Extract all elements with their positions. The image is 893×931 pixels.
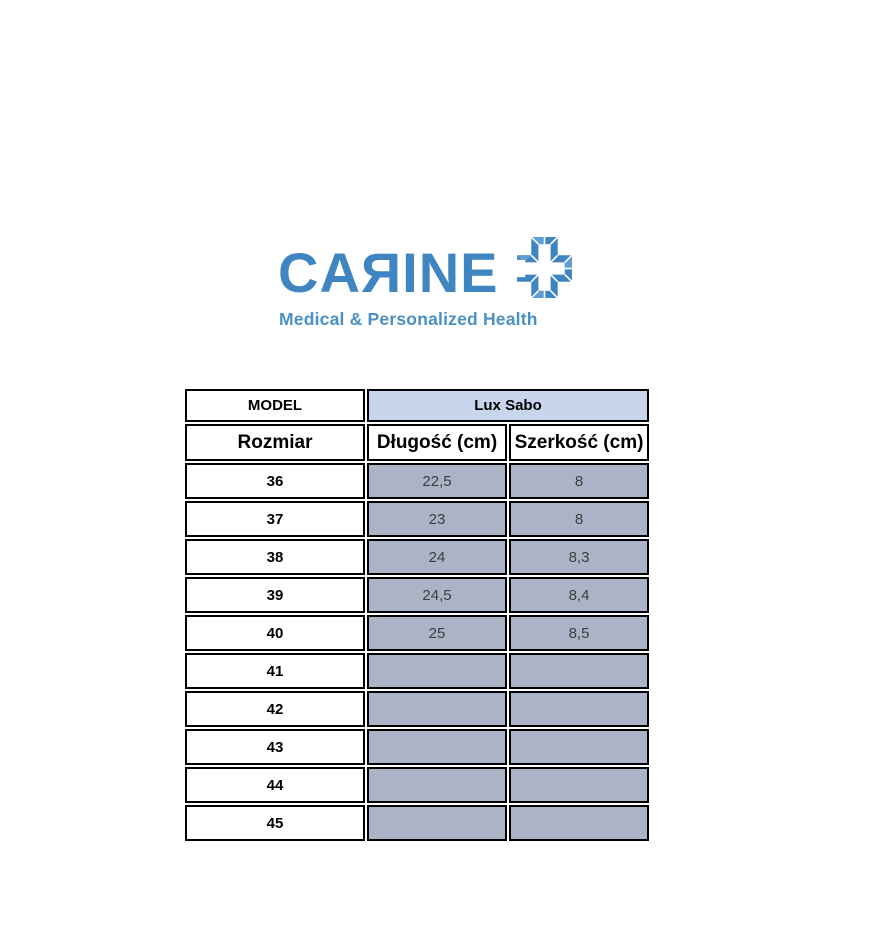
width-cell — [509, 767, 649, 803]
width-cell — [509, 691, 649, 727]
size-cell: 44 — [185, 767, 365, 803]
logo-tagline: Medical & Personalized Health — [279, 309, 538, 329]
table-row — [185, 539, 649, 575]
length-column-header: Długość (cm) — [367, 424, 507, 461]
width-cell: 8,3 — [509, 539, 649, 575]
size-cell: 45 — [185, 805, 365, 841]
table-row — [185, 729, 649, 765]
size-cell: 42 — [185, 691, 365, 727]
width-cell: 8,4 — [509, 577, 649, 613]
table-row — [185, 501, 649, 537]
length-cell — [367, 767, 507, 803]
length-cell: 22,5 — [367, 463, 507, 499]
size-cell: 41 — [185, 653, 365, 689]
table-row — [185, 767, 649, 803]
logo — [278, 236, 578, 336]
length-cell: 24 — [367, 539, 507, 575]
size-cell: 43 — [185, 729, 365, 765]
width-cell: 8 — [509, 501, 649, 537]
model-header-row — [185, 389, 649, 422]
size-table-body — [185, 463, 649, 841]
width-cell — [509, 729, 649, 765]
length-cell — [367, 691, 507, 727]
table-row — [185, 615, 649, 651]
table-row — [185, 805, 649, 841]
size-cell: 40 — [185, 615, 365, 651]
size-cell: 36 — [185, 463, 365, 499]
column-header-row — [185, 424, 649, 461]
size-table — [183, 387, 651, 843]
length-cell: 25 — [367, 615, 507, 651]
length-cell — [367, 805, 507, 841]
table-row — [185, 577, 649, 613]
model-header-cell: MODEL — [185, 389, 365, 422]
width-cell — [509, 805, 649, 841]
width-column-header: Szerkość (cm) — [509, 424, 649, 461]
width-cell — [509, 653, 649, 689]
width-cell: 8 — [509, 463, 649, 499]
table-row — [185, 463, 649, 499]
brand-wordmark: CAЯINE — [278, 241, 499, 304]
size-table-head — [185, 389, 649, 461]
width-cell: 8,5 — [509, 615, 649, 651]
size-cell: 39 — [185, 577, 365, 613]
length-cell: 23 — [367, 501, 507, 537]
faceted-cross-icon — [516, 236, 573, 300]
size-column-header: Rozmiar — [185, 424, 365, 461]
length-cell — [367, 729, 507, 765]
product-header-cell: Lux Sabo — [367, 389, 649, 422]
table-row — [185, 653, 649, 689]
size-cell: 38 — [185, 539, 365, 575]
length-cell: 24,5 — [367, 577, 507, 613]
table-row — [185, 691, 649, 727]
length-cell — [367, 653, 507, 689]
size-cell: 37 — [185, 501, 365, 537]
